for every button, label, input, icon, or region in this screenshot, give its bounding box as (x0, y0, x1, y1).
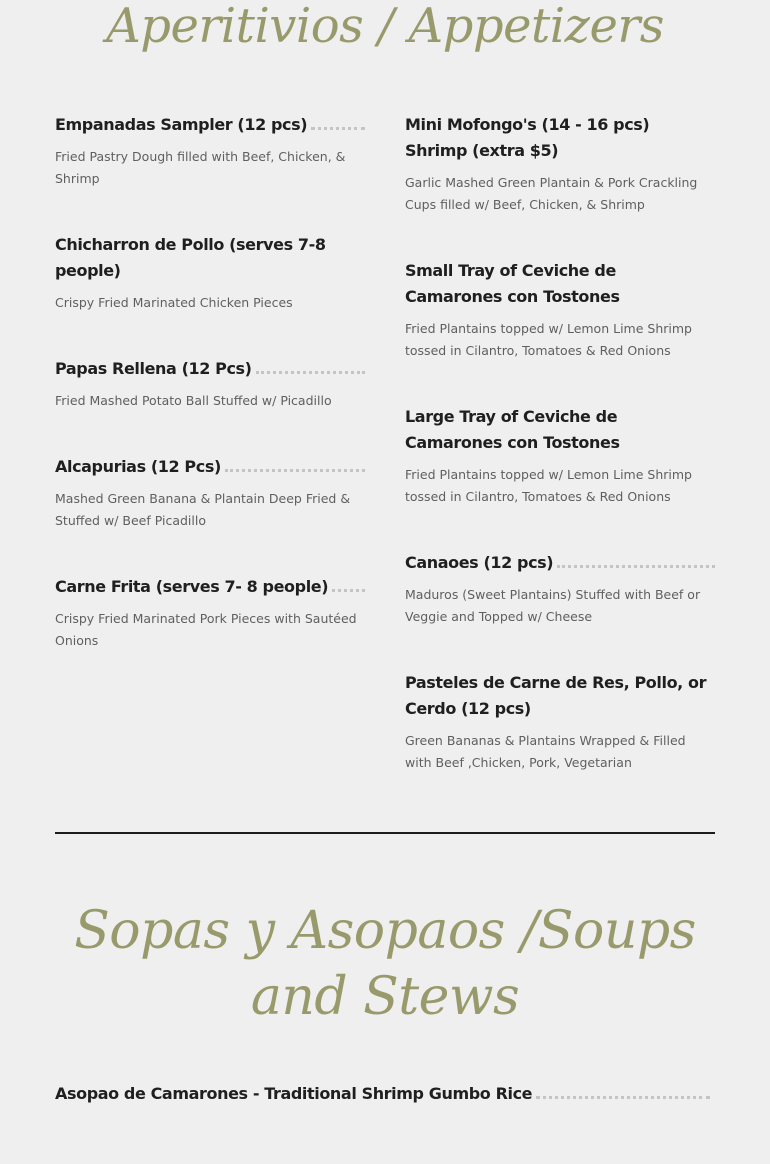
appetizers-menu (55, 112, 715, 816)
menu-item-pasteles (405, 670, 715, 774)
item-name: Small Tray of Ceviche de Camarones con Tostones (405, 261, 620, 306)
item-description: Fried Mashed Potato Ball Stuffed w/ Picadillo (55, 393, 332, 408)
item-description: Maduros (Sweet Plantains) Stuffed with Beef or Veggie and Topped w/ Cheese (405, 587, 701, 624)
soups-title: Sopas y Asopaos /Soups and Stews (74, 901, 696, 1027)
item-name: Large Tray of Ceviche de Camarones con Tostones (405, 407, 620, 452)
menu-item-large-ceviche (405, 404, 715, 508)
item-description: Crispy Fried Marinated Chicken Pieces (55, 295, 293, 310)
menu-item-asopao-camarones (55, 1081, 710, 1107)
soups-menu (55, 1081, 710, 1149)
item-name: Pasteles de Carne de Res, Pollo, or Cerdo (12 pcs) (405, 673, 707, 718)
item-description: Green Bananas & Plantains Wrapped & Filled with Beef ,Chicken, Pork, Vegetarian (405, 733, 686, 770)
appetizers-title: Aperitivios / Appetizers (106, 0, 664, 54)
menu-item-alcapurias (55, 454, 365, 532)
item-description: Mashed Green Banana & Plantain Deep Fried & Stuffed w/ Beef Picadillo (55, 491, 351, 528)
dotted-leader (536, 1096, 710, 1099)
item-description: Fried Plantains topped w/ Lemon Lime Shrimp tossed in Cilantro, Tomatoes & Red Onions (405, 467, 692, 504)
item-description: Crispy Fried Marinated Pork Pieces with Sautéed Onions (55, 611, 357, 648)
dotted-leader (557, 565, 715, 568)
item-description: Fried Plantains topped w/ Lemon Lime Shrimp tossed in Cilantro, Tomatoes & Red Onions (405, 321, 692, 358)
menu-item-small-ceviche (405, 258, 715, 362)
item-name: Asopao de Camarones - Traditional Shrimp Gumbo Rice (55, 1084, 533, 1103)
item-description: Garlic Mashed Green Plantain & Pork Crackling Cups filled w/ Beef, Chicken, & Shrimp (405, 175, 698, 212)
section-divider (55, 832, 715, 834)
item-name: Carne Frita (serves 7- 8 people) (55, 577, 329, 596)
appetizers-left-column (55, 112, 365, 816)
item-description: Fried Pastry Dough filled with Beef, Chicken, & Shrimp (55, 149, 346, 186)
menu-item-canaoes (405, 550, 715, 628)
item-name: Mini Mofongo's (14 - 16 pcs) Shrimp (extra $5) (405, 115, 650, 160)
appetizers-right-column (405, 112, 715, 816)
menu-item-papas-rellena (55, 356, 365, 412)
dotted-leader (225, 469, 365, 472)
dotted-leader (332, 589, 365, 592)
item-name: Alcapurias (12 Pcs) (55, 457, 221, 476)
menu-item-chicharron (55, 232, 365, 314)
item-name: Empanadas Sampler (12 pcs) (55, 115, 308, 134)
dotted-leader (256, 371, 365, 374)
item-name: Papas Rellena (12 Pcs) (55, 359, 252, 378)
dotted-leader (311, 127, 365, 130)
menu-item-carne-frita (55, 574, 365, 652)
menu-item-mini-mofongos (405, 112, 715, 216)
item-name: Canaoes (12 pcs) (405, 553, 554, 572)
item-name: Chicharron de Pollo (serves 7-8 people) (55, 235, 326, 280)
menu-item-empanadas (55, 112, 365, 190)
